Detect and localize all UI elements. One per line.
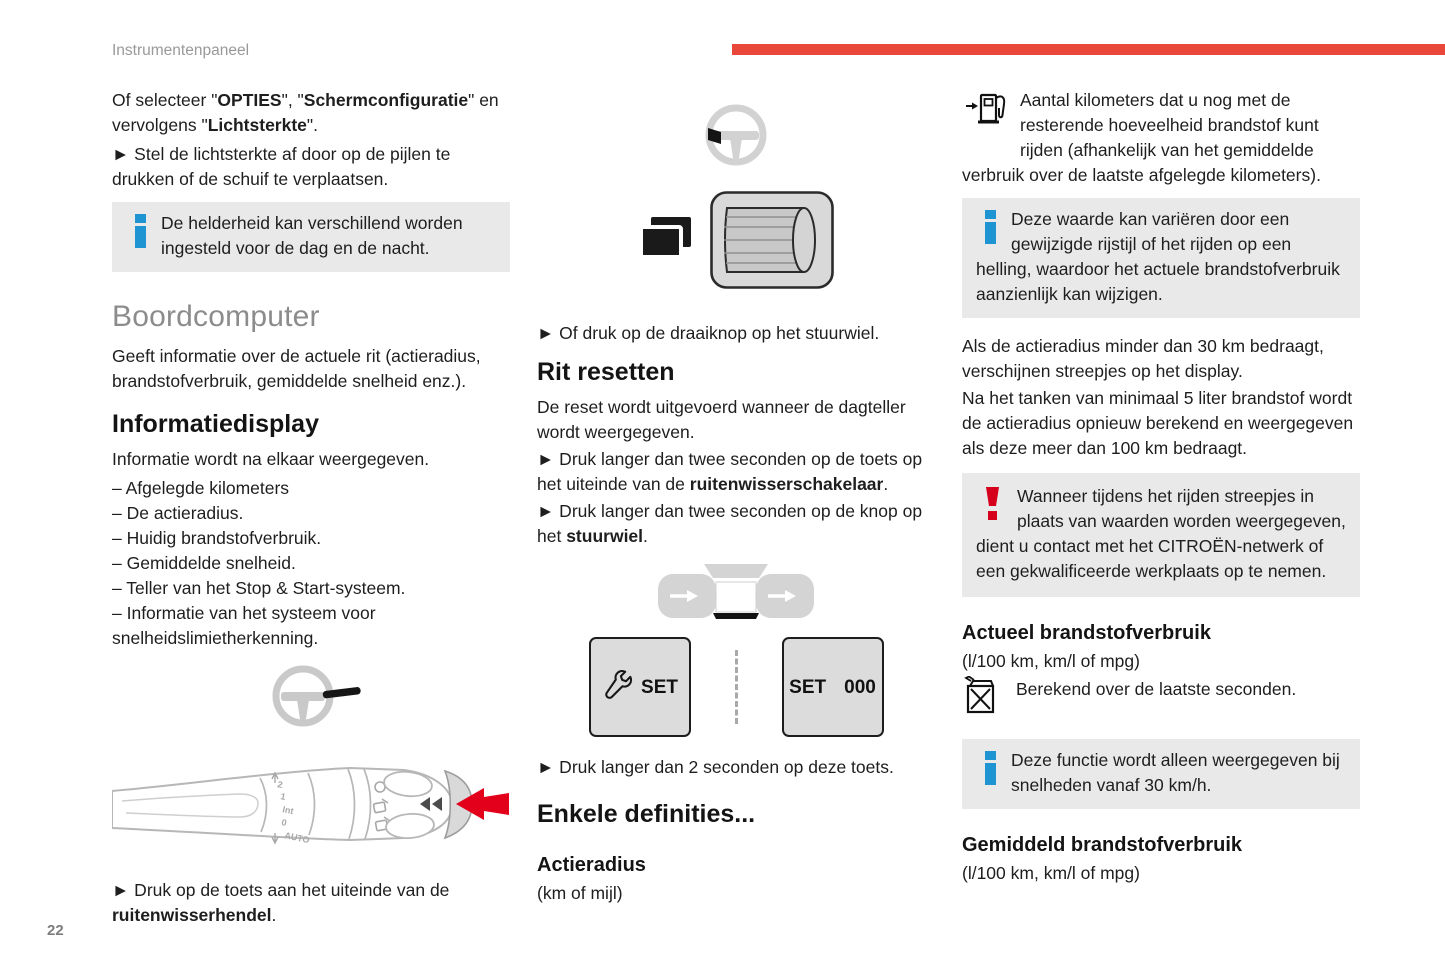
stalk-label: 0 <box>280 817 288 828</box>
jerrycan-icon <box>962 676 998 723</box>
list-item: – Teller van het Stop & Start-systeem. <box>112 578 406 598</box>
list-item: – Afgelegde kilometers <box>112 478 290 498</box>
stalk-label: 2 <box>276 779 284 790</box>
note-current-consumption <box>962 676 1360 723</box>
fuel-pump-icon <box>964 88 1008 139</box>
heading-gemiddeld-brandstofverbruik: Gemiddeld brandstofverbruik <box>962 834 1243 856</box>
section-title-definities: Enkele definities... <box>537 800 756 828</box>
thumbwheel-illustration <box>709 190 835 297</box>
figure-divider <box>735 650 738 724</box>
set-button-label: SET <box>789 676 827 698</box>
list-item: – Informatie van het systeem voor snelheidslimietherkenning. <box>112 603 376 648</box>
action-reset-wiper: ► Druk langer dan twee seconden op de toets op het uiteinde van de ruitenwisserschakelaar. <box>537 449 923 494</box>
column-left <box>112 88 510 930</box>
page-number: 22 <box>47 922 64 939</box>
subsection-title-informatiedisplay: Informatiedisplay <box>112 410 319 438</box>
paragraph-dashes: Als de actieradius minder dan 30 km bedraagt, verschijnen streepjes op het display. <box>962 336 1324 381</box>
action-thumbwheel: ► Of druk op de draaiknop op het stuurwiel. <box>537 323 880 343</box>
thumbwheel-figure <box>537 190 935 297</box>
stalk-label: AUTO <box>283 830 311 846</box>
list-intro: Informatie wordt na elkaar weergegeven. <box>112 449 430 469</box>
paragraph-range <box>962 88 1360 188</box>
stalk-label: 1 <box>279 791 287 802</box>
set-buttons-figure <box>537 637 935 737</box>
list-item: – Huidig brandstofverbruik. <box>112 528 322 548</box>
set-button-reset <box>782 637 884 737</box>
info-icon <box>134 214 147 255</box>
units-gemiddeld: (l/100 km, km/l of mpg) <box>962 863 1140 883</box>
accent-bar <box>732 44 1445 55</box>
warning-icon <box>984 487 1001 530</box>
steering-wheel-thumb-icon <box>537 104 935 166</box>
heading-actueel-brandstofverbruik: Actueel brandstofverbruik <box>962 622 1211 644</box>
action-set-button: ► Druk langer dan 2 seconden op deze toets. <box>537 757 894 777</box>
warning-box-text: Wanneer tijdens het rijden streepjes in plaats van waarden worden weergegeven, dient u contact met het CITROËN-netwerk of een gekwalificeerde werkplaats op te nemen. <box>976 486 1346 581</box>
paragraph-range-text: Aantal kilometers dat u nog met de resterende hoeveelheid brandstof kunt rijden (afhankelijk van het gemiddelde verbruik over de laatste afgelegde kilometers). <box>962 90 1321 185</box>
info-box-speed-threshold <box>962 739 1360 809</box>
pages-icon <box>637 215 693 272</box>
steering-wheel-stalk-icon <box>112 663 510 729</box>
column-middle <box>537 88 935 908</box>
action-brightness: ► Stel de lichtsterkte af door op de pijlen te drukken of de schuif te verplaatsen. <box>112 144 451 189</box>
action-wiper-stalk: ► Druk op de toets aan het uiteinde van de ruitenwisserhendel. <box>112 880 450 925</box>
info-box-text: De helderheid kan verschillend worden ingesteld voor de dag en de nacht. <box>161 213 463 258</box>
instrument-cluster-illustration <box>537 561 935 623</box>
set-button-settings <box>589 637 691 737</box>
boordcomputer-intro: Geeft informatie over de actuele rit (actieradius, brandstofverbruik, gemiddelde snelheid enz.). <box>112 346 481 391</box>
info-icon <box>984 210 997 251</box>
paragraph-refuel: Na het tanken van minimaal 5 liter brandstof wordt de actieradius opnieuw berekend en weergegeven als deze meer dan 100 km bedraagt. <box>962 388 1354 458</box>
info-list <box>112 476 510 651</box>
reset-intro: De reset wordt uitgevoerd wanneer de dagteller wordt weergegeven. <box>537 397 906 442</box>
info-box-brightness <box>112 202 510 272</box>
definition-title-actieradius: Actieradius <box>537 854 646 876</box>
info-box-text: Deze waarde kan variëren door een gewijzigde rijstijl of het rijden op een helling, waardoor het actuele brandstofverbruik aanzienlijk kan wijzigen. <box>976 209 1340 304</box>
page-header: Instrumentenpaneel <box>112 42 250 59</box>
set-button-label: SET <box>641 676 678 698</box>
definition-units: (km of mijl) <box>537 883 623 903</box>
stalk-label: Int <box>281 804 295 817</box>
info-box-text: Deze functie wordt alleen weergegeven bij snelheden vanaf 30 km/h. <box>1011 750 1340 795</box>
wrench-icon <box>601 668 633 707</box>
set-button-value: 000 <box>844 676 876 698</box>
warning-box-network <box>962 473 1360 597</box>
list-item: – De actieradius. <box>112 503 244 523</box>
paragraph-select-options: Of selecteer "OPTIES", "Schermconfiguratie" en vervolgens "Lichtsterkte". <box>112 90 499 135</box>
section-title-rit-resetten: Rit resetten <box>537 358 675 386</box>
info-icon <box>984 751 997 792</box>
wiper-stalk-illustration <box>112 735 510 870</box>
action-reset-wheel: ► Druk langer dan twee seconden op de knop op het stuurwiel. <box>537 501 923 546</box>
list-item: – Gemiddelde snelheid. <box>112 553 296 573</box>
section-title-boordcomputer: Boordcomputer <box>112 300 320 333</box>
info-box-range <box>962 198 1360 318</box>
note-text: Berekend over de laatste seconden. <box>1016 679 1297 699</box>
units-actueel: (l/100 km, km/l of mpg) <box>962 651 1140 671</box>
column-right <box>962 88 1360 888</box>
